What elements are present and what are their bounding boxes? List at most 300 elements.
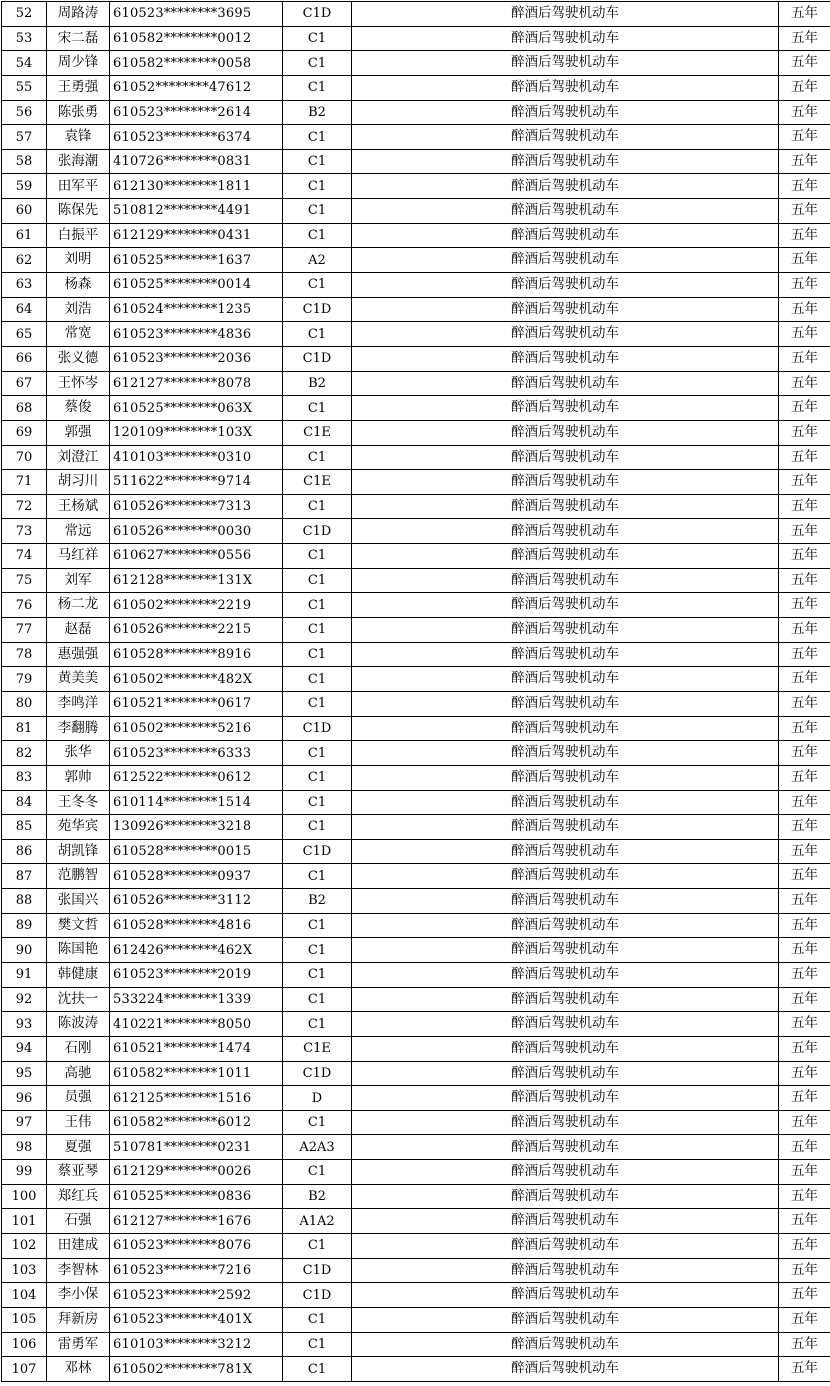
row-number-cell: 56 [2,100,47,125]
row-number-cell: 71 [2,470,47,495]
id-number-cell: 610523********2019 [110,962,283,987]
row-number-cell: 61 [2,223,47,248]
license-class-cell: C1E [283,470,352,495]
license-class-cell: C1D [283,519,352,544]
table-row [2,396,830,421]
ban-term-cell: 五年 [779,1234,830,1259]
violation-reason-cell: 醉酒后驾驶机动车 [352,593,779,618]
ban-term-cell: 五年 [779,2,830,27]
person-name-cell: 蔡俊 [47,396,110,421]
license-class-cell: C1 [283,1307,352,1332]
ban-term-cell: 五年 [779,839,830,864]
row-number-cell: 98 [2,1135,47,1160]
person-name-cell: 蔡亚琴 [47,1160,110,1185]
ban-term-cell: 五年 [779,223,830,248]
id-number-cell: 610523********6374 [110,125,283,150]
ban-term-cell: 五年 [779,962,830,987]
table-row [2,938,830,963]
person-name-cell: 惠强强 [47,642,110,667]
table-row [2,75,830,100]
violation-reason-cell: 醉酒后驾驶机动车 [352,962,779,987]
person-name-cell: 常宽 [47,322,110,347]
person-name-cell: 李鸣洋 [47,691,110,716]
ban-term-cell: 五年 [779,248,830,273]
person-name-cell: 张海潮 [47,149,110,174]
person-name-cell: 张义德 [47,346,110,371]
row-number-cell: 107 [2,1357,47,1382]
ban-term-cell: 五年 [779,1357,830,1382]
row-number-cell: 85 [2,815,47,840]
license-class-cell: C1 [283,765,352,790]
row-number-cell: 53 [2,26,47,51]
table-row [2,1086,830,1111]
violation-reason-cell: 醉酒后驾驶机动车 [352,889,779,914]
ban-term-cell: 五年 [779,618,830,643]
id-number-cell: 610528********8916 [110,642,283,667]
row-number-cell: 59 [2,174,47,199]
violation-reason-cell: 醉酒后驾驶机动车 [352,864,779,889]
row-number-cell: 105 [2,1307,47,1332]
row-number-cell: 101 [2,1209,47,1234]
ban-term-cell: 五年 [779,691,830,716]
license-class-cell: C1 [283,174,352,199]
row-number-cell: 64 [2,297,47,322]
revocation-table [1,1,830,1382]
ban-term-cell: 五年 [779,420,830,445]
ban-term-cell: 五年 [779,100,830,125]
license-class-cell: C1D [283,1258,352,1283]
ban-term-cell: 五年 [779,322,830,347]
license-class-cell: C1 [283,322,352,347]
violation-reason-cell: 醉酒后驾驶机动车 [352,642,779,667]
violation-reason-cell: 醉酒后驾驶机动车 [352,248,779,273]
ban-term-cell: 五年 [779,1258,830,1283]
person-name-cell: 郭强 [47,420,110,445]
id-number-cell: 610523********8076 [110,1234,283,1259]
table-row [2,420,830,445]
violation-reason-cell: 醉酒后驾驶机动车 [352,667,779,692]
table-row [2,1110,830,1135]
table-row [2,1135,830,1160]
table-row [2,962,830,987]
id-number-cell: 533224********1339 [110,987,283,1012]
license-class-cell: C1 [283,1332,352,1357]
person-name-cell: 马红祥 [47,544,110,569]
license-class-cell: C1 [283,913,352,938]
license-class-cell: A1A2 [283,1209,352,1234]
id-number-cell: 612128********131X [110,568,283,593]
violation-reason-cell: 醉酒后驾驶机动车 [352,346,779,371]
person-name-cell: 杨二龙 [47,593,110,618]
row-number-cell: 80 [2,691,47,716]
id-number-cell: 610103********3212 [110,1332,283,1357]
row-number-cell: 63 [2,273,47,298]
violation-reason-cell: 醉酒后驾驶机动车 [352,494,779,519]
id-number-cell: 610627********0556 [110,544,283,569]
person-name-cell: 张华 [47,741,110,766]
id-number-cell: 610525********1637 [110,248,283,273]
person-name-cell: 田军平 [47,174,110,199]
person-name-cell: 李智林 [47,1258,110,1283]
ban-term-cell: 五年 [779,864,830,889]
row-number-cell: 77 [2,618,47,643]
violation-reason-cell: 醉酒后驾驶机动车 [352,26,779,51]
license-class-cell: C1 [283,1357,352,1382]
license-class-cell: C1 [283,1234,352,1259]
table-row [2,544,830,569]
row-number-cell: 88 [2,889,47,914]
table-row [2,889,830,914]
id-number-cell: 510781********0231 [110,1135,283,1160]
id-number-cell: 610521********0617 [110,691,283,716]
ban-term-cell: 五年 [779,1086,830,1111]
id-number-cell: 610523********3695 [110,2,283,27]
table-row [2,174,830,199]
row-number-cell: 84 [2,790,47,815]
row-number-cell: 94 [2,1036,47,1061]
id-number-cell: 610525********0014 [110,273,283,298]
ban-term-cell: 五年 [779,544,830,569]
license-class-cell: B2 [283,371,352,396]
row-number-cell: 95 [2,1061,47,1086]
table-row [2,618,830,643]
violation-reason-cell: 醉酒后驾驶机动车 [352,1184,779,1209]
license-class-cell: B2 [283,889,352,914]
table-row [2,149,830,174]
violation-reason-cell: 醉酒后驾驶机动车 [352,51,779,76]
row-number-cell: 103 [2,1258,47,1283]
table-row [2,1160,830,1185]
id-number-cell: 610524********1235 [110,297,283,322]
row-number-cell: 67 [2,371,47,396]
row-number-cell: 73 [2,519,47,544]
row-number-cell: 69 [2,420,47,445]
license-class-cell: C1 [283,1012,352,1037]
row-number-cell: 102 [2,1234,47,1259]
table-row [2,1332,830,1357]
violation-reason-cell: 醉酒后驾驶机动车 [352,1086,779,1111]
table-row [2,494,830,519]
ban-term-cell: 五年 [779,889,830,914]
license-class-cell: C1D [283,297,352,322]
row-number-cell: 100 [2,1184,47,1209]
table-row [2,691,830,716]
id-number-cell: 610525********063X [110,396,283,421]
violation-reason-cell: 醉酒后驾驶机动车 [352,1258,779,1283]
id-number-cell: 610528********0937 [110,864,283,889]
person-name-cell: 石强 [47,1209,110,1234]
table-row [2,667,830,692]
violation-reason-cell: 醉酒后驾驶机动车 [352,445,779,470]
person-name-cell: 陈张勇 [47,100,110,125]
violation-reason-cell: 醉酒后驾驶机动车 [352,396,779,421]
violation-reason-cell: 醉酒后驾驶机动车 [352,716,779,741]
person-name-cell: 刘浩 [47,297,110,322]
id-number-cell: 610521********1474 [110,1036,283,1061]
row-number-cell: 91 [2,962,47,987]
row-number-cell: 90 [2,938,47,963]
table-row [2,913,830,938]
ban-term-cell: 五年 [779,470,830,495]
id-number-cell: 610502********482X [110,667,283,692]
id-number-cell: 510812********4491 [110,199,283,224]
table-row [2,568,830,593]
violation-reason-cell: 醉酒后驾驶机动车 [352,1061,779,1086]
table-row [2,987,830,1012]
violation-reason-cell: 醉酒后驾驶机动车 [352,223,779,248]
license-class-cell: B2 [283,100,352,125]
row-number-cell: 78 [2,642,47,667]
id-number-cell: 610523********2592 [110,1283,283,1308]
table-row [2,1307,830,1332]
license-class-cell: C1E [283,1036,352,1061]
id-number-cell: 61052********47612 [110,75,283,100]
id-number-cell: 610528********0015 [110,839,283,864]
person-name-cell: 王怀岑 [47,371,110,396]
ban-term-cell: 五年 [779,174,830,199]
row-number-cell: 62 [2,248,47,273]
person-name-cell: 胡凯锋 [47,839,110,864]
license-class-cell: C1 [283,75,352,100]
license-class-cell: C1D [283,839,352,864]
id-number-cell: 610502********2219 [110,593,283,618]
row-number-cell: 96 [2,1086,47,1111]
person-name-cell: 拜新房 [47,1307,110,1332]
ban-term-cell: 五年 [779,815,830,840]
ban-term-cell: 五年 [779,1110,830,1135]
table-row [2,1234,830,1259]
id-number-cell: 610114********1514 [110,790,283,815]
person-name-cell: 刘军 [47,568,110,593]
ban-term-cell: 五年 [779,1184,830,1209]
table-row [2,839,830,864]
row-number-cell: 60 [2,199,47,224]
id-number-cell: 410103********0310 [110,445,283,470]
violation-reason-cell: 醉酒后驾驶机动车 [352,322,779,347]
person-name-cell: 石刚 [47,1036,110,1061]
person-name-cell: 刘澄江 [47,445,110,470]
license-class-cell: B2 [283,1184,352,1209]
violation-reason-cell: 醉酒后驾驶机动车 [352,470,779,495]
violation-reason-cell: 醉酒后驾驶机动车 [352,1234,779,1259]
license-class-cell: C1D [283,1283,352,1308]
person-name-cell: 邓林 [47,1357,110,1382]
id-number-cell: 612125********1516 [110,1086,283,1111]
violation-reason-cell: 醉酒后驾驶机动车 [352,519,779,544]
table-row [2,1209,830,1234]
row-number-cell: 52 [2,2,47,27]
ban-term-cell: 五年 [779,765,830,790]
ban-term-cell: 五年 [779,1061,830,1086]
ban-term-cell: 五年 [779,371,830,396]
violation-reason-cell: 醉酒后驾驶机动车 [352,1283,779,1308]
ban-term-cell: 五年 [779,297,830,322]
license-class-cell: C1 [283,199,352,224]
id-number-cell: 612129********0026 [110,1160,283,1185]
violation-reason-cell: 醉酒后驾驶机动车 [352,815,779,840]
id-number-cell: 612127********8078 [110,371,283,396]
table-row [2,26,830,51]
table-row [2,519,830,544]
license-class-cell: C1 [283,987,352,1012]
table-body [2,2,830,1382]
license-class-cell: C1 [283,26,352,51]
ban-term-cell: 五年 [779,716,830,741]
table-row [2,790,830,815]
person-name-cell: 高驰 [47,1061,110,1086]
license-class-cell: C1D [283,346,352,371]
table-row [2,593,830,618]
ban-term-cell: 五年 [779,1135,830,1160]
person-name-cell: 苑华宾 [47,815,110,840]
violation-reason-cell: 醉酒后驾驶机动车 [352,297,779,322]
ban-term-cell: 五年 [779,273,830,298]
table-row [2,2,830,27]
table-row [2,125,830,150]
person-name-cell: 宋二磊 [47,26,110,51]
id-number-cell: 610526********2215 [110,618,283,643]
license-class-cell: C1 [283,223,352,248]
table-row [2,297,830,322]
id-number-cell: 610523********6333 [110,741,283,766]
ban-term-cell: 五年 [779,1283,830,1308]
person-name-cell: 田建成 [47,1234,110,1259]
ban-term-cell: 五年 [779,396,830,421]
id-number-cell: 511622********9714 [110,470,283,495]
license-class-cell: C1 [283,568,352,593]
ban-term-cell: 五年 [779,1012,830,1037]
id-number-cell: 612130********1811 [110,174,283,199]
id-number-cell: 610526********0030 [110,519,283,544]
id-number-cell: 610582********6012 [110,1110,283,1135]
table-row [2,371,830,396]
license-class-cell: C1 [283,396,352,421]
id-number-cell: 610502********5216 [110,716,283,741]
violation-reason-cell: 醉酒后驾驶机动车 [352,1012,779,1037]
person-name-cell: 王伟 [47,1110,110,1135]
row-number-cell: 55 [2,75,47,100]
id-number-cell: 610582********0058 [110,51,283,76]
license-class-cell: C1 [283,273,352,298]
person-name-cell: 黄美美 [47,667,110,692]
table-row [2,1283,830,1308]
row-number-cell: 65 [2,322,47,347]
row-number-cell: 89 [2,913,47,938]
id-number-cell: 610523********2614 [110,100,283,125]
violation-reason-cell: 醉酒后驾驶机动车 [352,913,779,938]
person-name-cell: 杨森 [47,273,110,298]
person-name-cell: 员强 [47,1086,110,1111]
violation-reason-cell: 醉酒后驾驶机动车 [352,1160,779,1185]
table-row [2,199,830,224]
row-number-cell: 76 [2,593,47,618]
violation-reason-cell: 醉酒后驾驶机动车 [352,371,779,396]
violation-reason-cell: 醉酒后驾驶机动车 [352,618,779,643]
row-number-cell: 106 [2,1332,47,1357]
license-class-cell: C1 [283,1110,352,1135]
table-row [2,100,830,125]
id-number-cell: 612426********462X [110,938,283,963]
license-class-cell: C1 [283,1160,352,1185]
row-number-cell: 81 [2,716,47,741]
table-row [2,223,830,248]
id-number-cell: 120109********103X [110,420,283,445]
person-name-cell: 周少锋 [47,51,110,76]
row-number-cell: 86 [2,839,47,864]
violation-reason-cell: 醉酒后驾驶机动车 [352,1332,779,1357]
license-class-cell: C1 [283,741,352,766]
id-number-cell: 612127********1676 [110,1209,283,1234]
ban-term-cell: 五年 [779,667,830,692]
table-row [2,322,830,347]
row-number-cell: 99 [2,1160,47,1185]
person-name-cell: 王冬冬 [47,790,110,815]
license-class-cell: C1 [283,815,352,840]
table-row [2,273,830,298]
row-number-cell: 93 [2,1012,47,1037]
id-number-cell: 610523********2036 [110,346,283,371]
table-row [2,470,830,495]
license-class-cell: C1 [283,445,352,470]
violation-reason-cell: 醉酒后驾驶机动车 [352,790,779,815]
violation-reason-cell: 醉酒后驾驶机动车 [352,1135,779,1160]
license-class-cell: C1 [283,962,352,987]
person-name-cell: 沈扶一 [47,987,110,1012]
license-class-cell: C1E [283,420,352,445]
ban-term-cell: 五年 [779,1332,830,1357]
license-class-cell: C1 [283,864,352,889]
license-class-cell: C1 [283,544,352,569]
license-class-cell: A2 [283,248,352,273]
ban-term-cell: 五年 [779,445,830,470]
violation-reason-cell: 醉酒后驾驶机动车 [352,1036,779,1061]
violation-reason-cell: 醉酒后驾驶机动车 [352,100,779,125]
row-number-cell: 79 [2,667,47,692]
ban-term-cell: 五年 [779,75,830,100]
ban-term-cell: 五年 [779,593,830,618]
license-class-cell: C1 [283,667,352,692]
table-row [2,346,830,371]
ban-term-cell: 五年 [779,346,830,371]
id-number-cell: 610526********3112 [110,889,283,914]
ban-term-cell: 五年 [779,1209,830,1234]
ban-term-cell: 五年 [779,149,830,174]
row-number-cell: 97 [2,1110,47,1135]
id-number-cell: 612129********0431 [110,223,283,248]
row-number-cell: 87 [2,864,47,889]
id-number-cell: 610523********4836 [110,322,283,347]
ban-term-cell: 五年 [779,913,830,938]
ban-term-cell: 五年 [779,1036,830,1061]
violation-reason-cell: 醉酒后驾驶机动车 [352,75,779,100]
table-row [2,765,830,790]
table-row [2,642,830,667]
violation-reason-cell: 醉酒后驾驶机动车 [352,568,779,593]
row-number-cell: 104 [2,1283,47,1308]
id-number-cell: 130926********3218 [110,815,283,840]
table-row [2,1184,830,1209]
row-number-cell: 66 [2,346,47,371]
license-class-cell: C1 [283,149,352,174]
violation-reason-cell: 醉酒后驾驶机动车 [352,125,779,150]
violation-reason-cell: 醉酒后驾驶机动车 [352,1110,779,1135]
table-row [2,1061,830,1086]
row-number-cell: 92 [2,987,47,1012]
violation-reason-cell: 醉酒后驾驶机动车 [352,1307,779,1332]
person-name-cell: 刘明 [47,248,110,273]
license-class-cell: C1D [283,1061,352,1086]
person-name-cell: 袁锋 [47,125,110,150]
